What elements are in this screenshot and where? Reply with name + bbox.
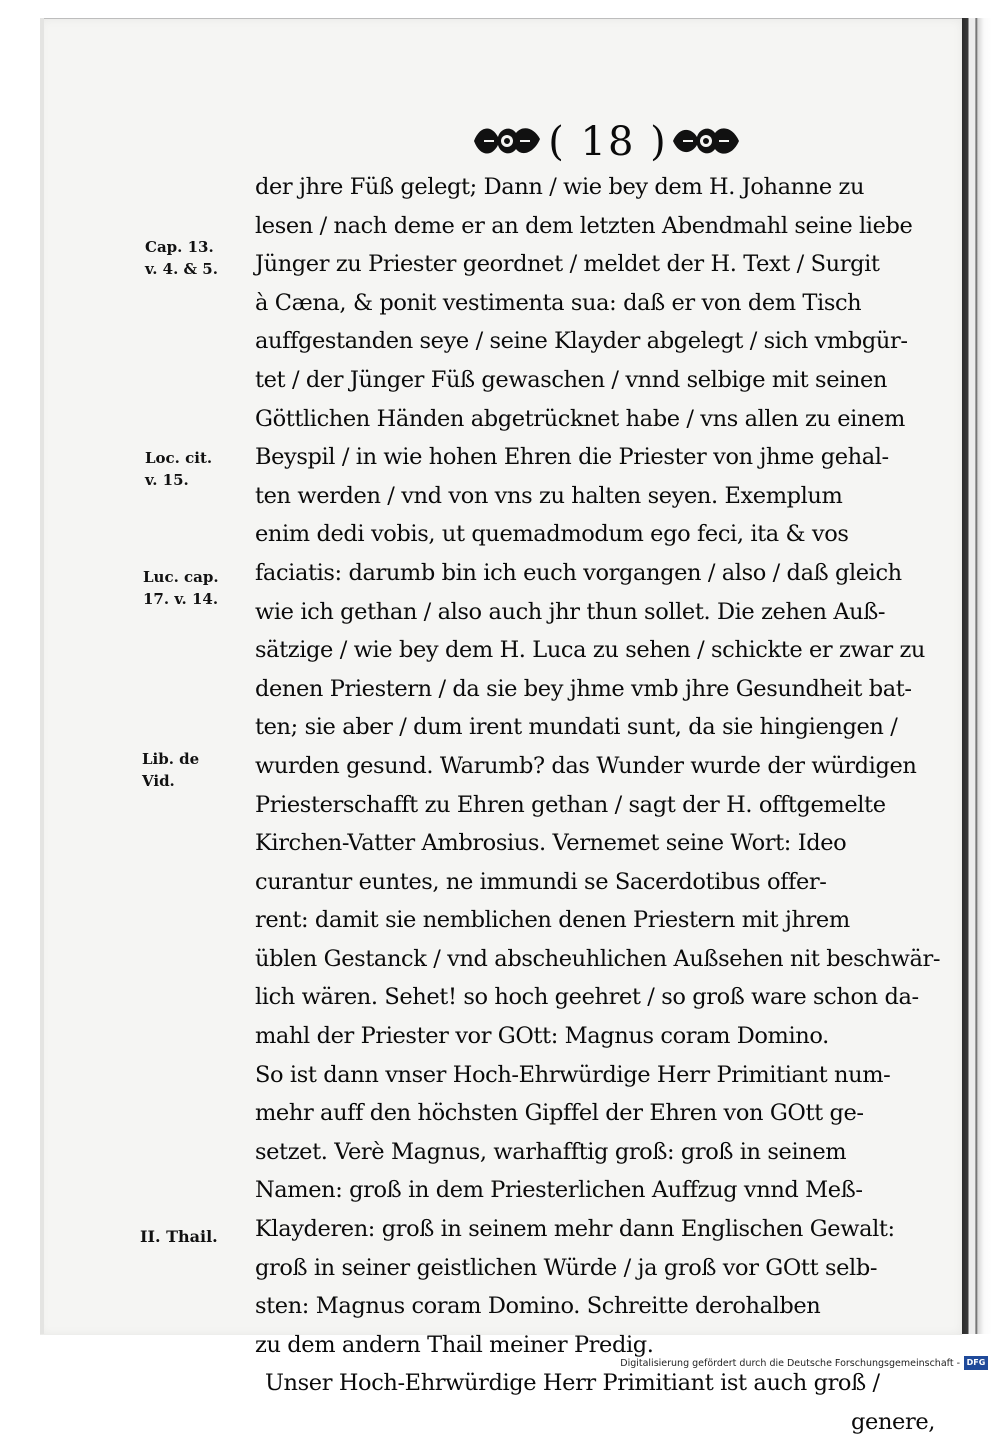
catchword: genere, [851, 1409, 935, 1435]
text-line: Klayderen: groß in seinem mehr dann Englischen Gewalt: [255, 1216, 895, 1243]
text-line: groß in seiner geistlichen Würde / ja groß vor GOtt selb- [255, 1254, 878, 1281]
text-line: wie ich gethan / also auch jhr thun sollet. Die zehen Auß- [255, 598, 886, 625]
page-header [470, 117, 750, 169]
text-line: ten; sie aber / dum irent mundati sunt, da sie hingiengen / [255, 714, 898, 741]
text-line: denen Priestern / da sie bey jhme vmb jhre Gesundheit bat- [255, 675, 912, 702]
text-line: Göttlichen Händen abgetrücknet habe / vns allen zu einem [255, 405, 905, 432]
body-text [255, 168, 965, 1442]
text-line: mehr auff den höchsten Gipffel der Ehren von GOtt ge- [255, 1100, 864, 1127]
book-binding-edge [962, 18, 992, 1334]
text-line: üblen Gestanck / vnd abscheuhlichen Außsehen nit beschwär- [255, 945, 941, 972]
margin-note-citation [145, 447, 212, 491]
margin-note-line: Loc. cit. v. 15. [145, 449, 213, 489]
margin-note-line: Lib. de Vid. [142, 750, 200, 790]
digitization-credit: Digitalisierung gefördert durch die Deutsche Forschungsgemeinschaft - [620, 1358, 960, 1369]
text-line: Unser Hoch-Ehrwürdige Herr Primitiant ist auch groß / [265, 1370, 880, 1397]
margin-note-line: Luc. cap. 17. v. 14. [143, 568, 219, 608]
text-line: sten: Magnus coram Domino. Schreitte derohalben [255, 1293, 821, 1320]
dfg-logo: DFG [964, 1356, 988, 1370]
margin-note-section [140, 1226, 218, 1248]
text-line: Kirchen-Vatter Ambrosius. Vernemet seine Wort: Ideo [255, 830, 847, 857]
margin-note-line: II. Thail. [140, 1227, 218, 1246]
margin-note-citation [143, 566, 219, 610]
text-line: auffgestanden seye / seine Klayder abgelegt / sich vmbgür- [255, 328, 908, 355]
page-number: ( 18 ) [548, 119, 668, 165]
text-line: rent: damit sie nemblichen denen Priestern mit jhrem [255, 907, 850, 934]
text-line: zu dem andern Thail meiner Predig. [255, 1331, 654, 1358]
text-line: Jünger zu Priester geordnet / meldet der H. Text / Surgit [255, 251, 880, 278]
text-line: wurden gesund. Warumb? das Wunder wurde der würdigen [255, 752, 917, 779]
margin-note-line: Cap. 13. v. 4. & 5. [145, 238, 218, 278]
text-line: Priesterschafft zu Ehren gethan / sagt der H. offtgemelte [255, 791, 886, 818]
text-line: à Cæna, & ponit vestimenta sua: daß er von dem Tisch [255, 289, 862, 316]
text-line: curantur euntes, ne immundi se Sacerdotibus offer- [255, 868, 827, 895]
right-ornament-icon [668, 119, 743, 163]
text-line: tet / der Jünger Füß gewaschen / vnnd selbige mit seinen [255, 366, 888, 393]
margin-note-citation [142, 748, 199, 792]
text-line: faciatis: darumb bin ich euch vorgangen / also / daß gleich [255, 559, 902, 586]
text-line: ten werden / vnd von vns zu halten seyen. Exemplum [255, 482, 843, 509]
text-line: Beyspil / in wie hohen Ehren die Priester von jhme gehal- [255, 444, 889, 471]
text-line: enim dedi vobis, ut quemadmodum ego feci, ita & vos [255, 521, 849, 548]
text-line: mahl der Priester vor GOtt: Magnus coram Domino. [255, 1023, 829, 1050]
left-ornament-icon [470, 119, 545, 163]
page-left-edge [40, 18, 44, 1334]
text-line: der jhre Füß gelegt; Dann / wie bey dem H. Johanne zu [255, 174, 865, 200]
text-line: Namen: groß in dem Priesterlichen Auffzug vnnd Meß- [255, 1177, 863, 1204]
text-line: setzet. Verè Magnus, warhafftig groß: groß in seinem [255, 1138, 847, 1165]
text-line: lesen / nach deme er an dem letzten Abendmahl seine liebe [255, 212, 913, 239]
text-line: So ist dann vnser Hoch-Ehrwürdige Herr Primitiant num- [255, 1061, 891, 1088]
text-line: lich wären. Sehet! so hoch geehret / so groß ware schon da- [255, 984, 919, 1011]
text-line: sätzige / wie bey dem H. Luca zu sehen / schickte er zwar zu [255, 637, 926, 664]
margin-note-citation [145, 236, 218, 280]
